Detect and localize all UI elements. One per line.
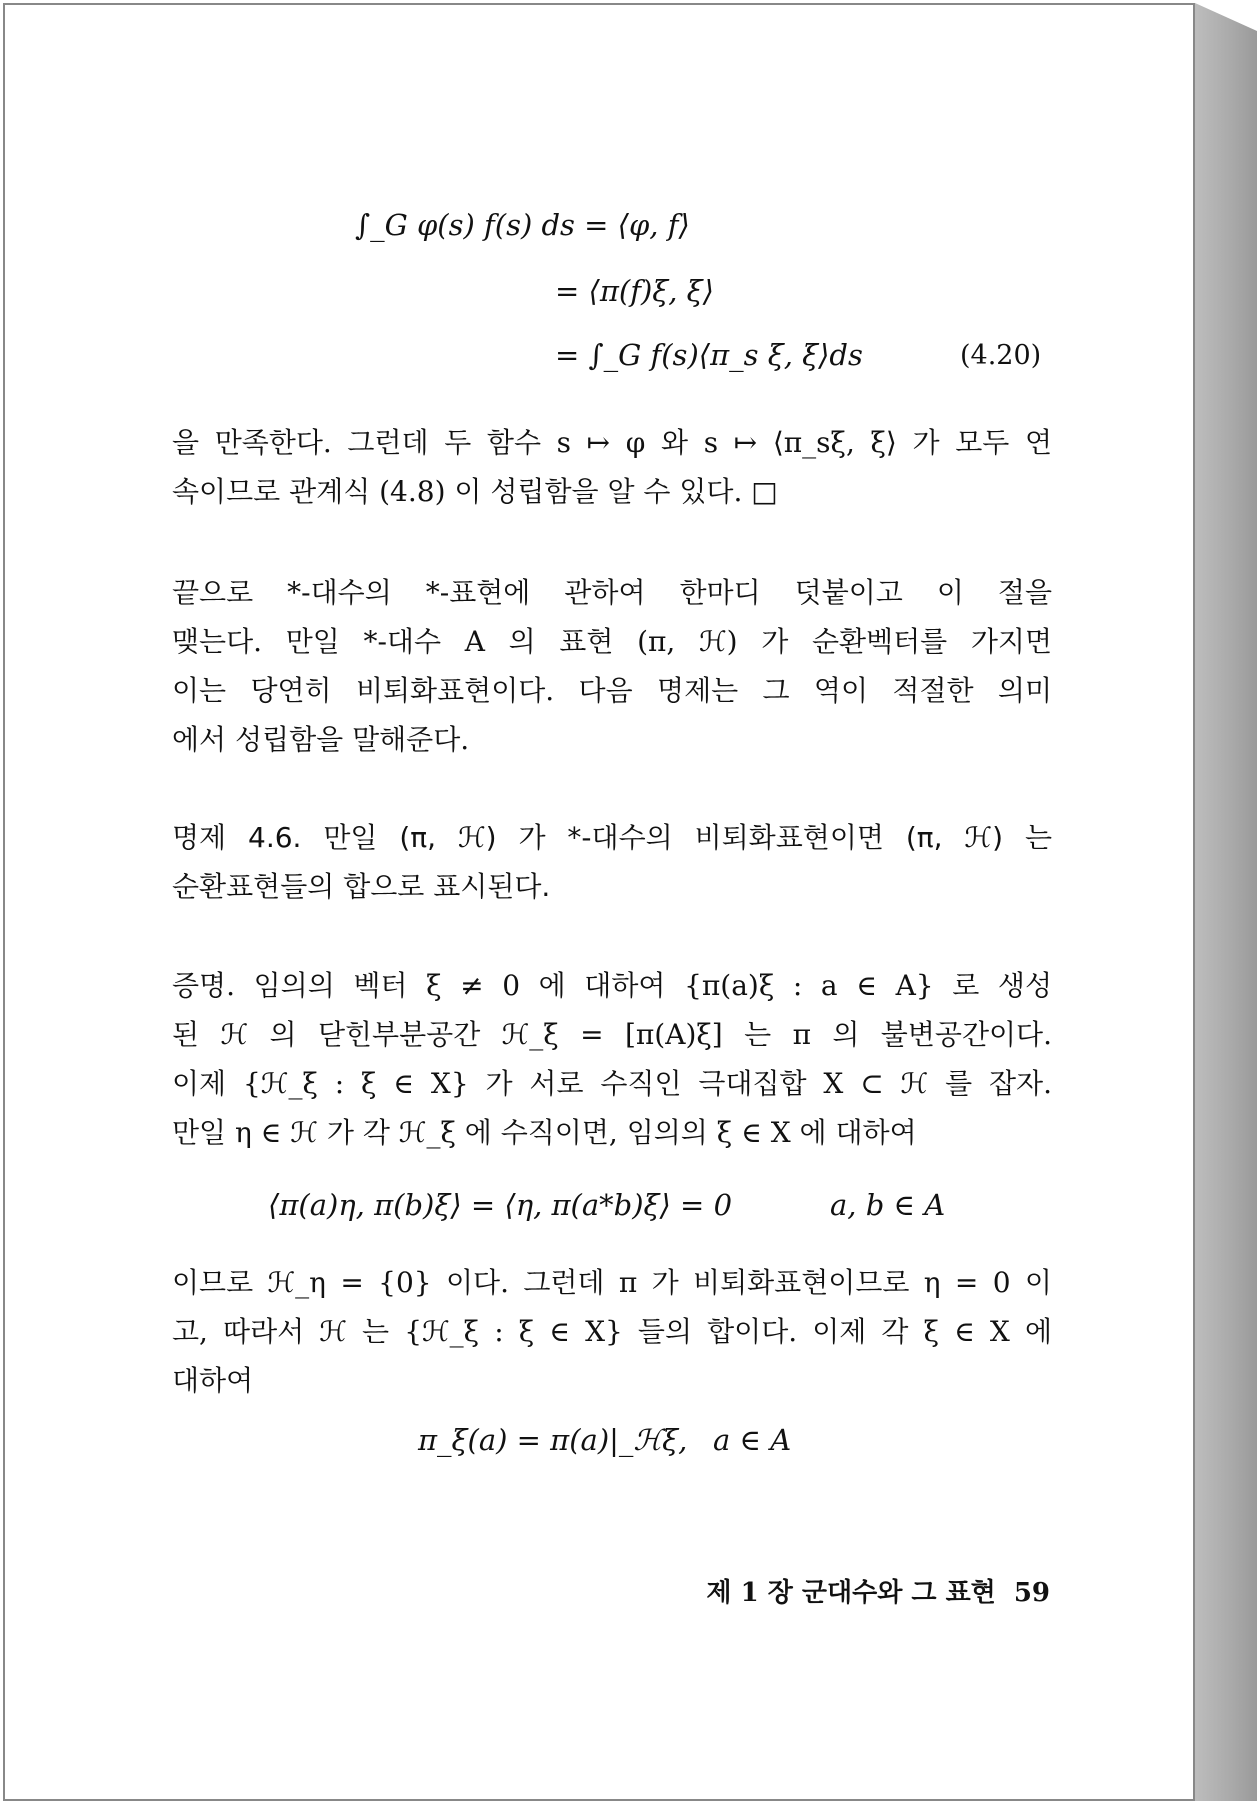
equation-condition-a: a ∈ A [713,1423,792,1457]
text-line: 을 만족한다. 그런데 두 함수 s ↦ φ 와 s ↦ ⟨π_sξ, ξ⟩ 가 모두 연 [172,426,1052,459]
equation-4-20-line-1: ∫_G φ(s) f(s) ds = ⟨φ, f⟩ [355,208,690,242]
equation-4-20-line-2: = ⟨π(f)ξ, ξ⟩ [555,274,714,308]
text-line: 대하여 [172,1364,254,1397]
text-line: 맺는다. 만일 *-대수 A 의 표현 (π, ℋ) 가 순환벡터를 가지면 [172,625,1052,658]
text-line: 끝으로 *-대수의 *-표현에 관하여 한마디 덧붙이고 이 절을 [172,576,1052,609]
book-spine-shadow [1195,3,1257,1801]
page-number: 59 [1013,1578,1050,1608]
text-line: 이므로 ℋ_η = {0} 이다. 그런데 π 가 비퇴화표현이므로 η = 0 이 [172,1266,1052,1299]
paragraph-closing-remark [172,568,1052,764]
equation-number-4-20: (4.20) [960,340,1042,371]
text-line: 이제 {ℋ_ξ : ξ ∈ X} 가 서로 수직인 극대집합 X ⊂ ℋ 를 잡자. [172,1067,1052,1100]
page-footer [706,1572,1050,1609]
equation-4-20-line-3: = ∫_G f(s)⟨π_s ξ, ξ⟩ds [555,338,863,372]
paragraph-proof-continued [172,1258,1052,1405]
equation-condition-ab: a, b ∈ A [830,1188,946,1222]
text-line: 만일 η ∈ ℋ 가 각 ℋ_ξ 에 수직이면, 임의의 ξ ∈ X 에 대하여 [172,1116,917,1149]
text-line: 고, 따라서 ℋ 는 {ℋ_ξ : ξ ∈ X} 들의 합이다. 이제 각 ξ ∈ X 에 [172,1315,1052,1348]
text-line: 이는 당연히 비퇴화표현이다. 다음 명제는 그 역이 적절한 의미 [172,674,1052,707]
text-line: 명제 4.6. 만일 (π, ℋ) 가 *-대수의 비퇴화표현이면 (π, ℋ) 는 [172,821,1052,854]
text-line: 순환표현들의 합으로 표시된다. [172,870,551,903]
text-line: 에서 성립함을 말해준다. [172,723,470,756]
chapter-title: 제 1 장 군대수와 그 표현 [706,1578,996,1608]
proposition-4-6 [172,813,1052,911]
text-line: 된 ℋ 의 닫힌부분공간 ℋ_ξ = [π(A)ξ] 는 π 의 불변공간이다. [172,1018,1052,1051]
text-line: 속이므로 관계식 (4.8) 이 성립함을 알 수 있다. □ [172,475,778,508]
paragraph-proof [172,961,1052,1157]
equation-restriction: π_ξ(a) = π(a)|_ℋξ, [418,1423,688,1457]
paragraph-proof-conclusion [172,418,1052,516]
text-line: 증명. 임의의 벡터 ξ ≠ 0 에 대하여 {π(a)ξ : a ∈ A} 로 생성 [172,969,1052,1002]
equation-inner-product: ⟨π(a)η, π(b)ξ⟩ = ⟨η, π(a*b)ξ⟩ = 0 [268,1188,733,1222]
